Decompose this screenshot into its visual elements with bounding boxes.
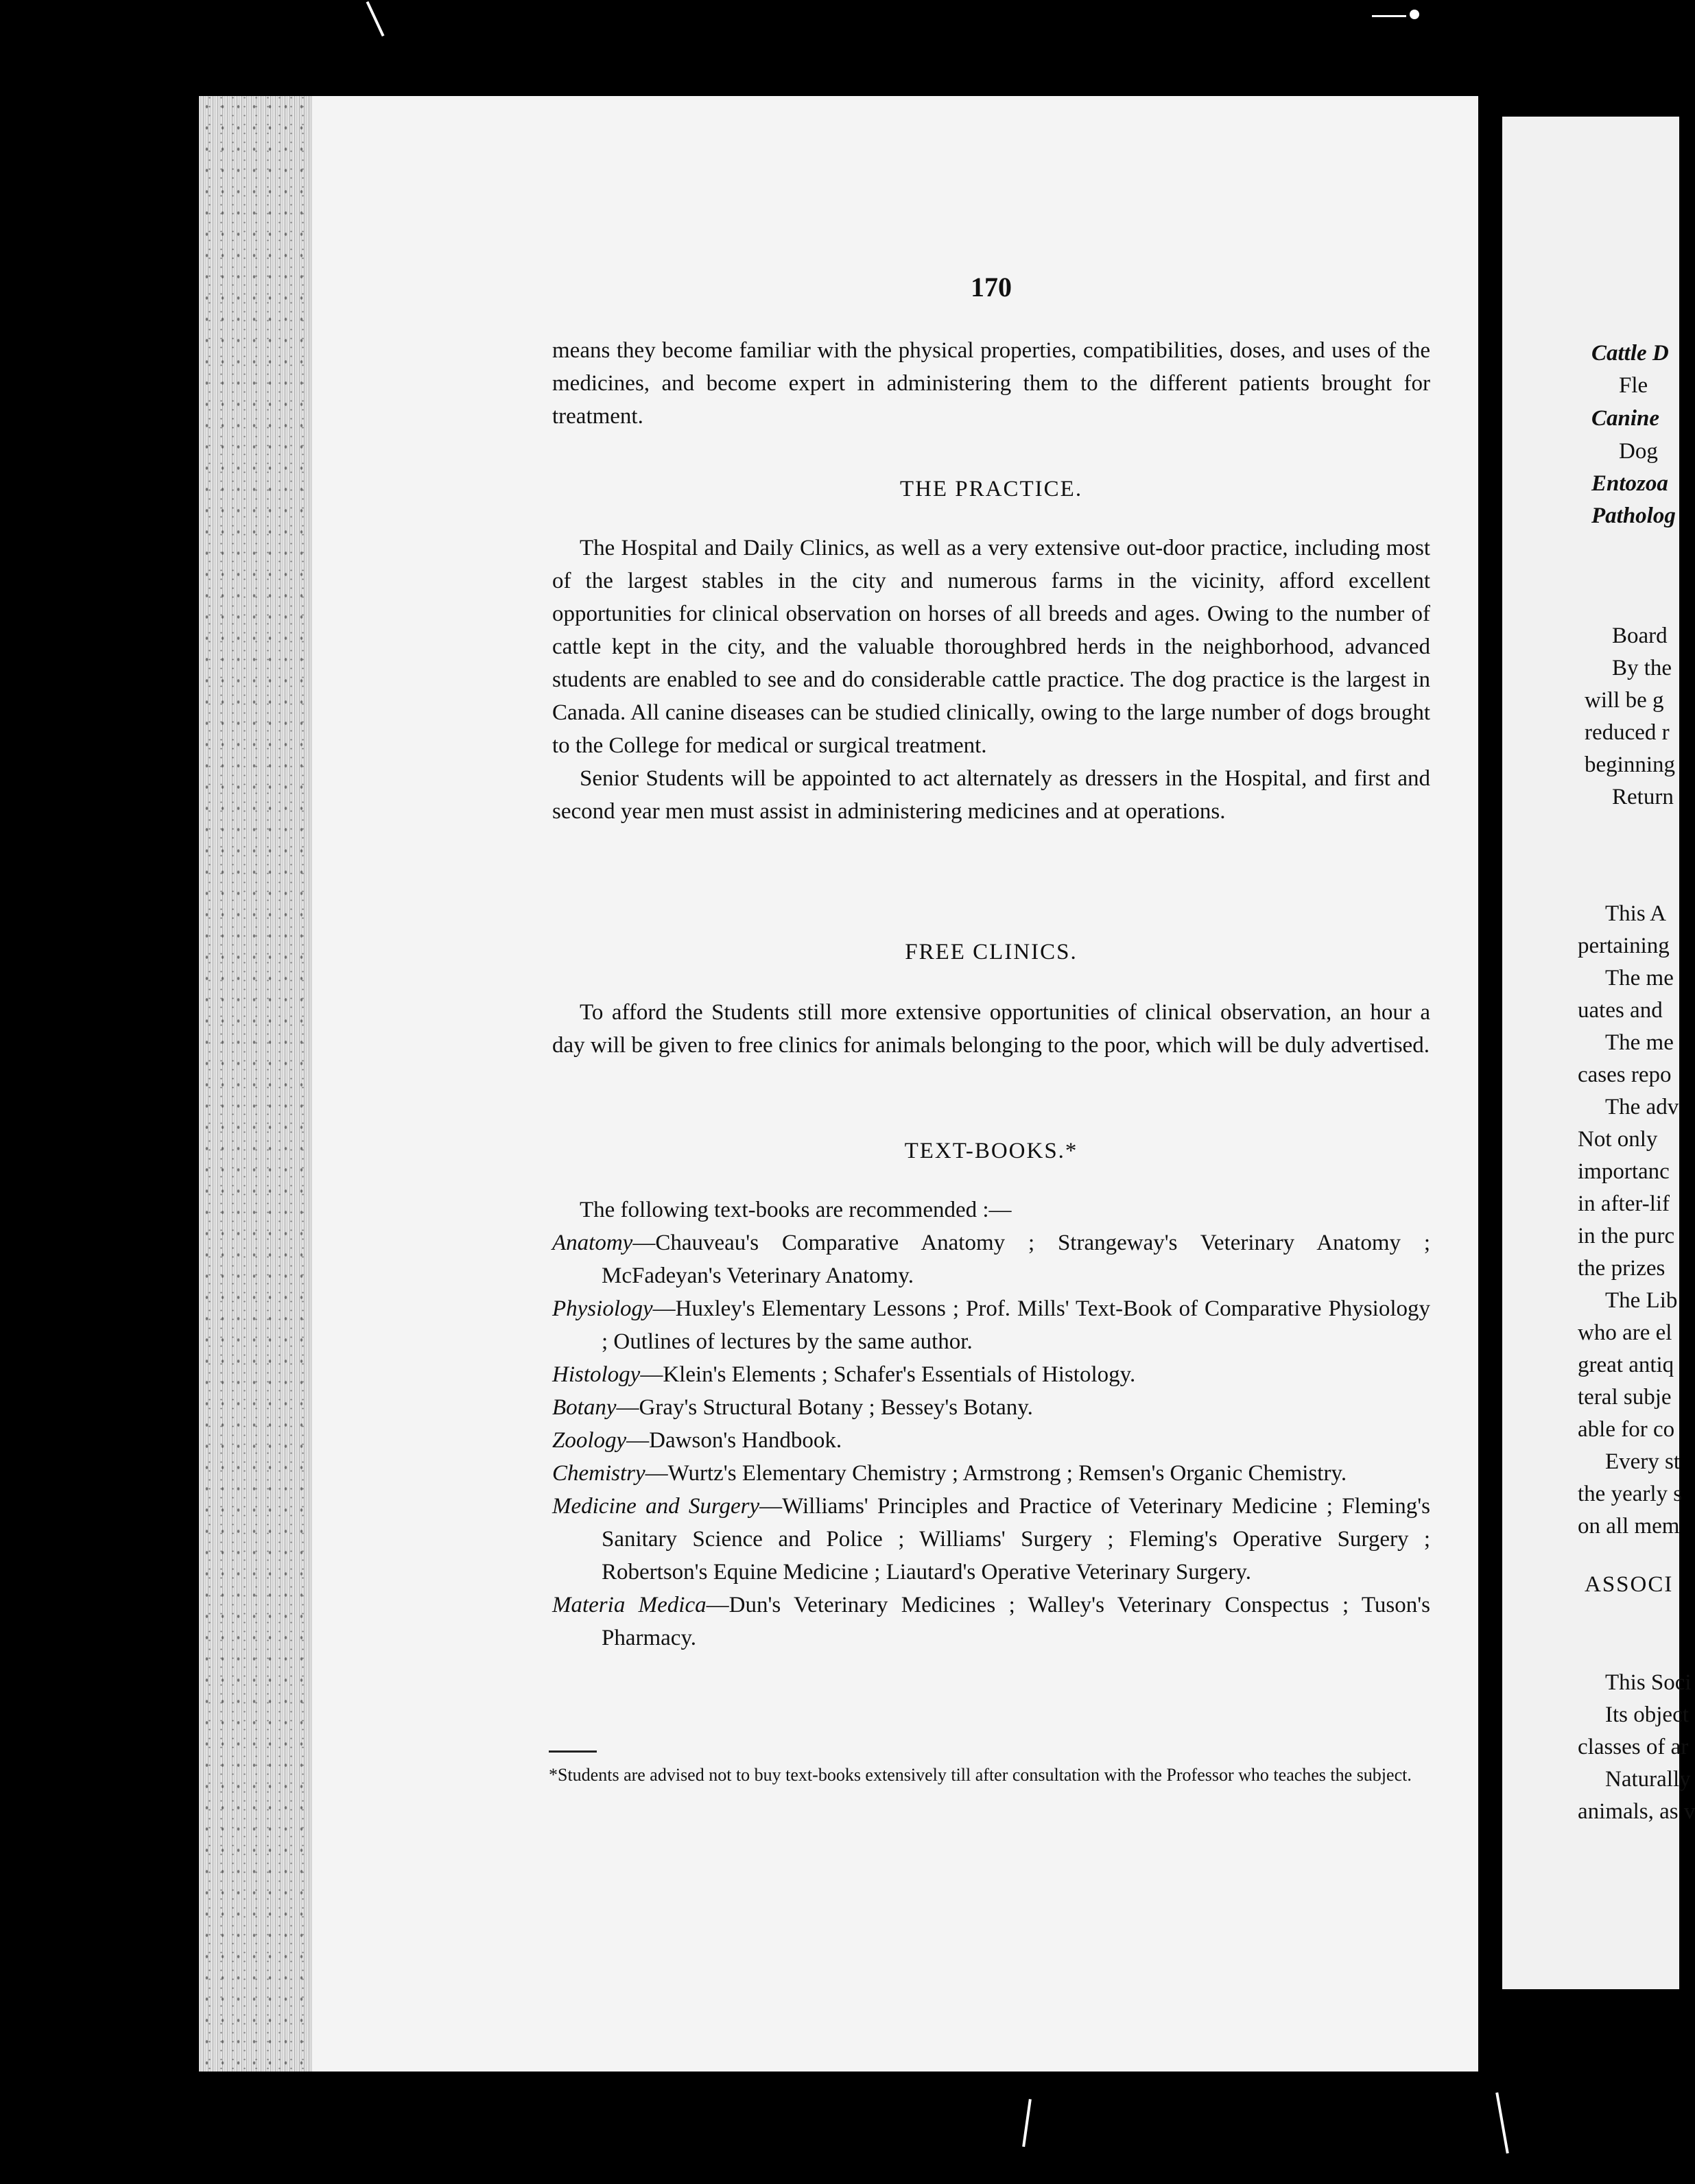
right-page-line: Dog	[1619, 439, 1658, 464]
right-page-line: in after-lif	[1578, 1191, 1670, 1216]
free-clinics-section	[552, 996, 1430, 1062]
section-heading-free-clinics: FREE CLINICS.	[905, 940, 1078, 964]
practice-paragraph: The Hospital and Daily Clinics, as well as a very extensive out-door practice, including most of the largest stables in the city and numerous farms in the vicinity, afford excellent opportunities for clinical observation on horses of all breeds and ages. Owing to the number of cattle kept in the city, and the valuable thoroughbred herds in the neighborhood, advanced students are enabled to see and do considerable cattle practice. The dog practice is the largest in Canada. All canine diseases can be studied clinically, owing to the large number of dogs brought to the College for medical or surgical treatment.	[552, 536, 1430, 758]
right-page-line: Entozoa	[1591, 471, 1668, 496]
text-book-entry	[552, 1358, 1430, 1391]
subject-label: Chemistry	[552, 1461, 645, 1486]
text-books-list	[552, 1194, 1430, 1654]
subject-label: Histology	[552, 1362, 641, 1387]
intro-paragraph: means they become familiar with the physical properties, compatibilities, doses, and uses of the medicines, and become expert in administering them to the different patients brought for treatment.	[552, 338, 1430, 429]
film-scratch	[366, 1, 385, 37]
film-scratch	[1410, 10, 1419, 19]
text-books-intro: The following text-books are recommended :—	[580, 1198, 1012, 1222]
section-heading-practice: THE PRACTICE.	[899, 477, 1083, 501]
right-page-line: Fle	[1619, 373, 1648, 398]
text-book-entry	[552, 1391, 1430, 1424]
book-titles: —Dawson's Handbook.	[626, 1428, 842, 1453]
right-page-line: beginning	[1585, 752, 1675, 777]
film-scratch	[1022, 2099, 1032, 2147]
subject-label: Botany	[552, 1395, 617, 1420]
right-page-line: the prizes	[1578, 1256, 1666, 1281]
right-page-line: uates and	[1578, 998, 1663, 1023]
practice-section	[552, 532, 1430, 828]
right-page-line: great antiq	[1578, 1353, 1674, 1377]
subject-label: Materia Medica	[552, 1593, 707, 1617]
text-book-entry	[552, 1226, 1430, 1292]
page-stack-edges	[199, 96, 316, 2072]
section-heading-text-books: TEXT-BOOKS.*	[904, 1139, 1078, 1163]
right-page-line: The adv	[1605, 1095, 1679, 1119]
right-page-line: By the	[1612, 656, 1672, 680]
film-scratch	[1495, 2092, 1509, 2153]
right-page	[1502, 117, 1695, 1989]
right-page-line: animals, as v	[1578, 1799, 1695, 1824]
right-page-line: Return	[1612, 785, 1674, 809]
right-page-line: The me	[1605, 966, 1674, 990]
book-titles: —Huxley's Elementary Lessons ; Prof. Mills' Text-Book of Comparative Physiology ; Outlines of lectures by the same author.	[602, 1296, 1430, 1354]
book-titles: —Dun's Veterinary Medicines ; Walley's Veterinary Conspectus ; Tuson's Pharmacy.	[602, 1593, 1430, 1650]
right-page-line: The Lib	[1605, 1288, 1678, 1313]
book-titles: —Chauveau's Comparative Anatomy ; Strangeway's Veterinary Anatomy ; McFadeyan's Veterinary Anatomy.	[602, 1231, 1430, 1288]
book-titles: —Wurtz's Elementary Chemistry ; Armstrong ; Remsen's Organic Chemistry.	[645, 1461, 1347, 1486]
right-page-line: able for co	[1578, 1417, 1675, 1442]
text-book-entry	[552, 1457, 1430, 1490]
text-book-entry	[552, 1424, 1430, 1457]
right-page-line: who are el	[1578, 1320, 1672, 1345]
right-page-line: Board	[1612, 624, 1668, 648]
right-page-line: The me	[1605, 1030, 1674, 1055]
footnote: *Students are advised not to buy text-books extensively till after consultation with the Professor who teaches the subject.	[549, 1765, 1412, 1785]
practice-paragraph: Senior Students will be appointed to act alternately as dressers in the Hospital, and first and second year men must assist in administering medicines and at operations.	[552, 766, 1430, 824]
book-titles: —Williams' Principles and Practice of Veterinary Medicine ; Fleming's Sanitary Science and Police ; Williams' Surgery ; Fleming's Operative Surgery ; Robertson's Equine Medicine ; Liautard's Operative Veterinary Surgery.	[602, 1494, 1430, 1584]
book-titles: —Klein's Elements ; Schafer's Essentials of Histology.	[640, 1362, 1136, 1387]
right-page-line: importanc	[1578, 1159, 1670, 1184]
right-page-line: in the purc	[1578, 1224, 1675, 1248]
right-page-line: the yearly s	[1578, 1482, 1683, 1506]
page-number: 170	[971, 272, 1012, 302]
text-book-entry	[552, 1490, 1430, 1589]
subject-label: Zoology	[552, 1428, 627, 1453]
book-titles: —Gray's Structural Botany ; Bessey's Botany.	[616, 1395, 1033, 1420]
right-page-line: Cattle D	[1591, 341, 1669, 366]
right-page-line: teral subje	[1578, 1385, 1672, 1410]
right-page-line: ASSOCI	[1585, 1572, 1674, 1597]
subject-label: Physiology	[552, 1296, 653, 1321]
right-page-line: Canine	[1591, 406, 1660, 431]
text-book-entry	[552, 1589, 1430, 1654]
footnote-rule	[549, 1750, 597, 1753]
subject-label: Medicine and Surgery	[552, 1494, 760, 1519]
right-page-line: cases repo	[1578, 1063, 1672, 1087]
text-book-entry	[552, 1292, 1430, 1358]
right-page-line: pertaining	[1578, 934, 1670, 958]
right-page-line: This A	[1605, 901, 1666, 926]
right-page-line: This Soci	[1605, 1670, 1692, 1695]
subject-label: Anatomy	[552, 1231, 633, 1255]
film-scratch	[1372, 15, 1406, 17]
intro-paragraph-block	[552, 334, 1430, 433]
right-page-line: on all mem	[1578, 1514, 1680, 1539]
free-clinics-paragraph: To afford the Students still more extensive opportunities of clinical observation, an hour a day will be given to free clinics for animals belonging to the poor, which will be duly advertised.	[552, 1000, 1430, 1058]
right-page-line: Naturally	[1605, 1767, 1691, 1792]
right-page-line: reduced r	[1585, 720, 1670, 745]
right-page-line: classes of ar	[1578, 1735, 1689, 1759]
right-page-line: Every st	[1605, 1449, 1681, 1474]
right-page-line: will be g	[1585, 688, 1664, 713]
right-page-line: Patholog	[1591, 503, 1676, 528]
right-page-line: Not only	[1578, 1127, 1658, 1152]
right-page-line: Its object	[1605, 1702, 1689, 1727]
